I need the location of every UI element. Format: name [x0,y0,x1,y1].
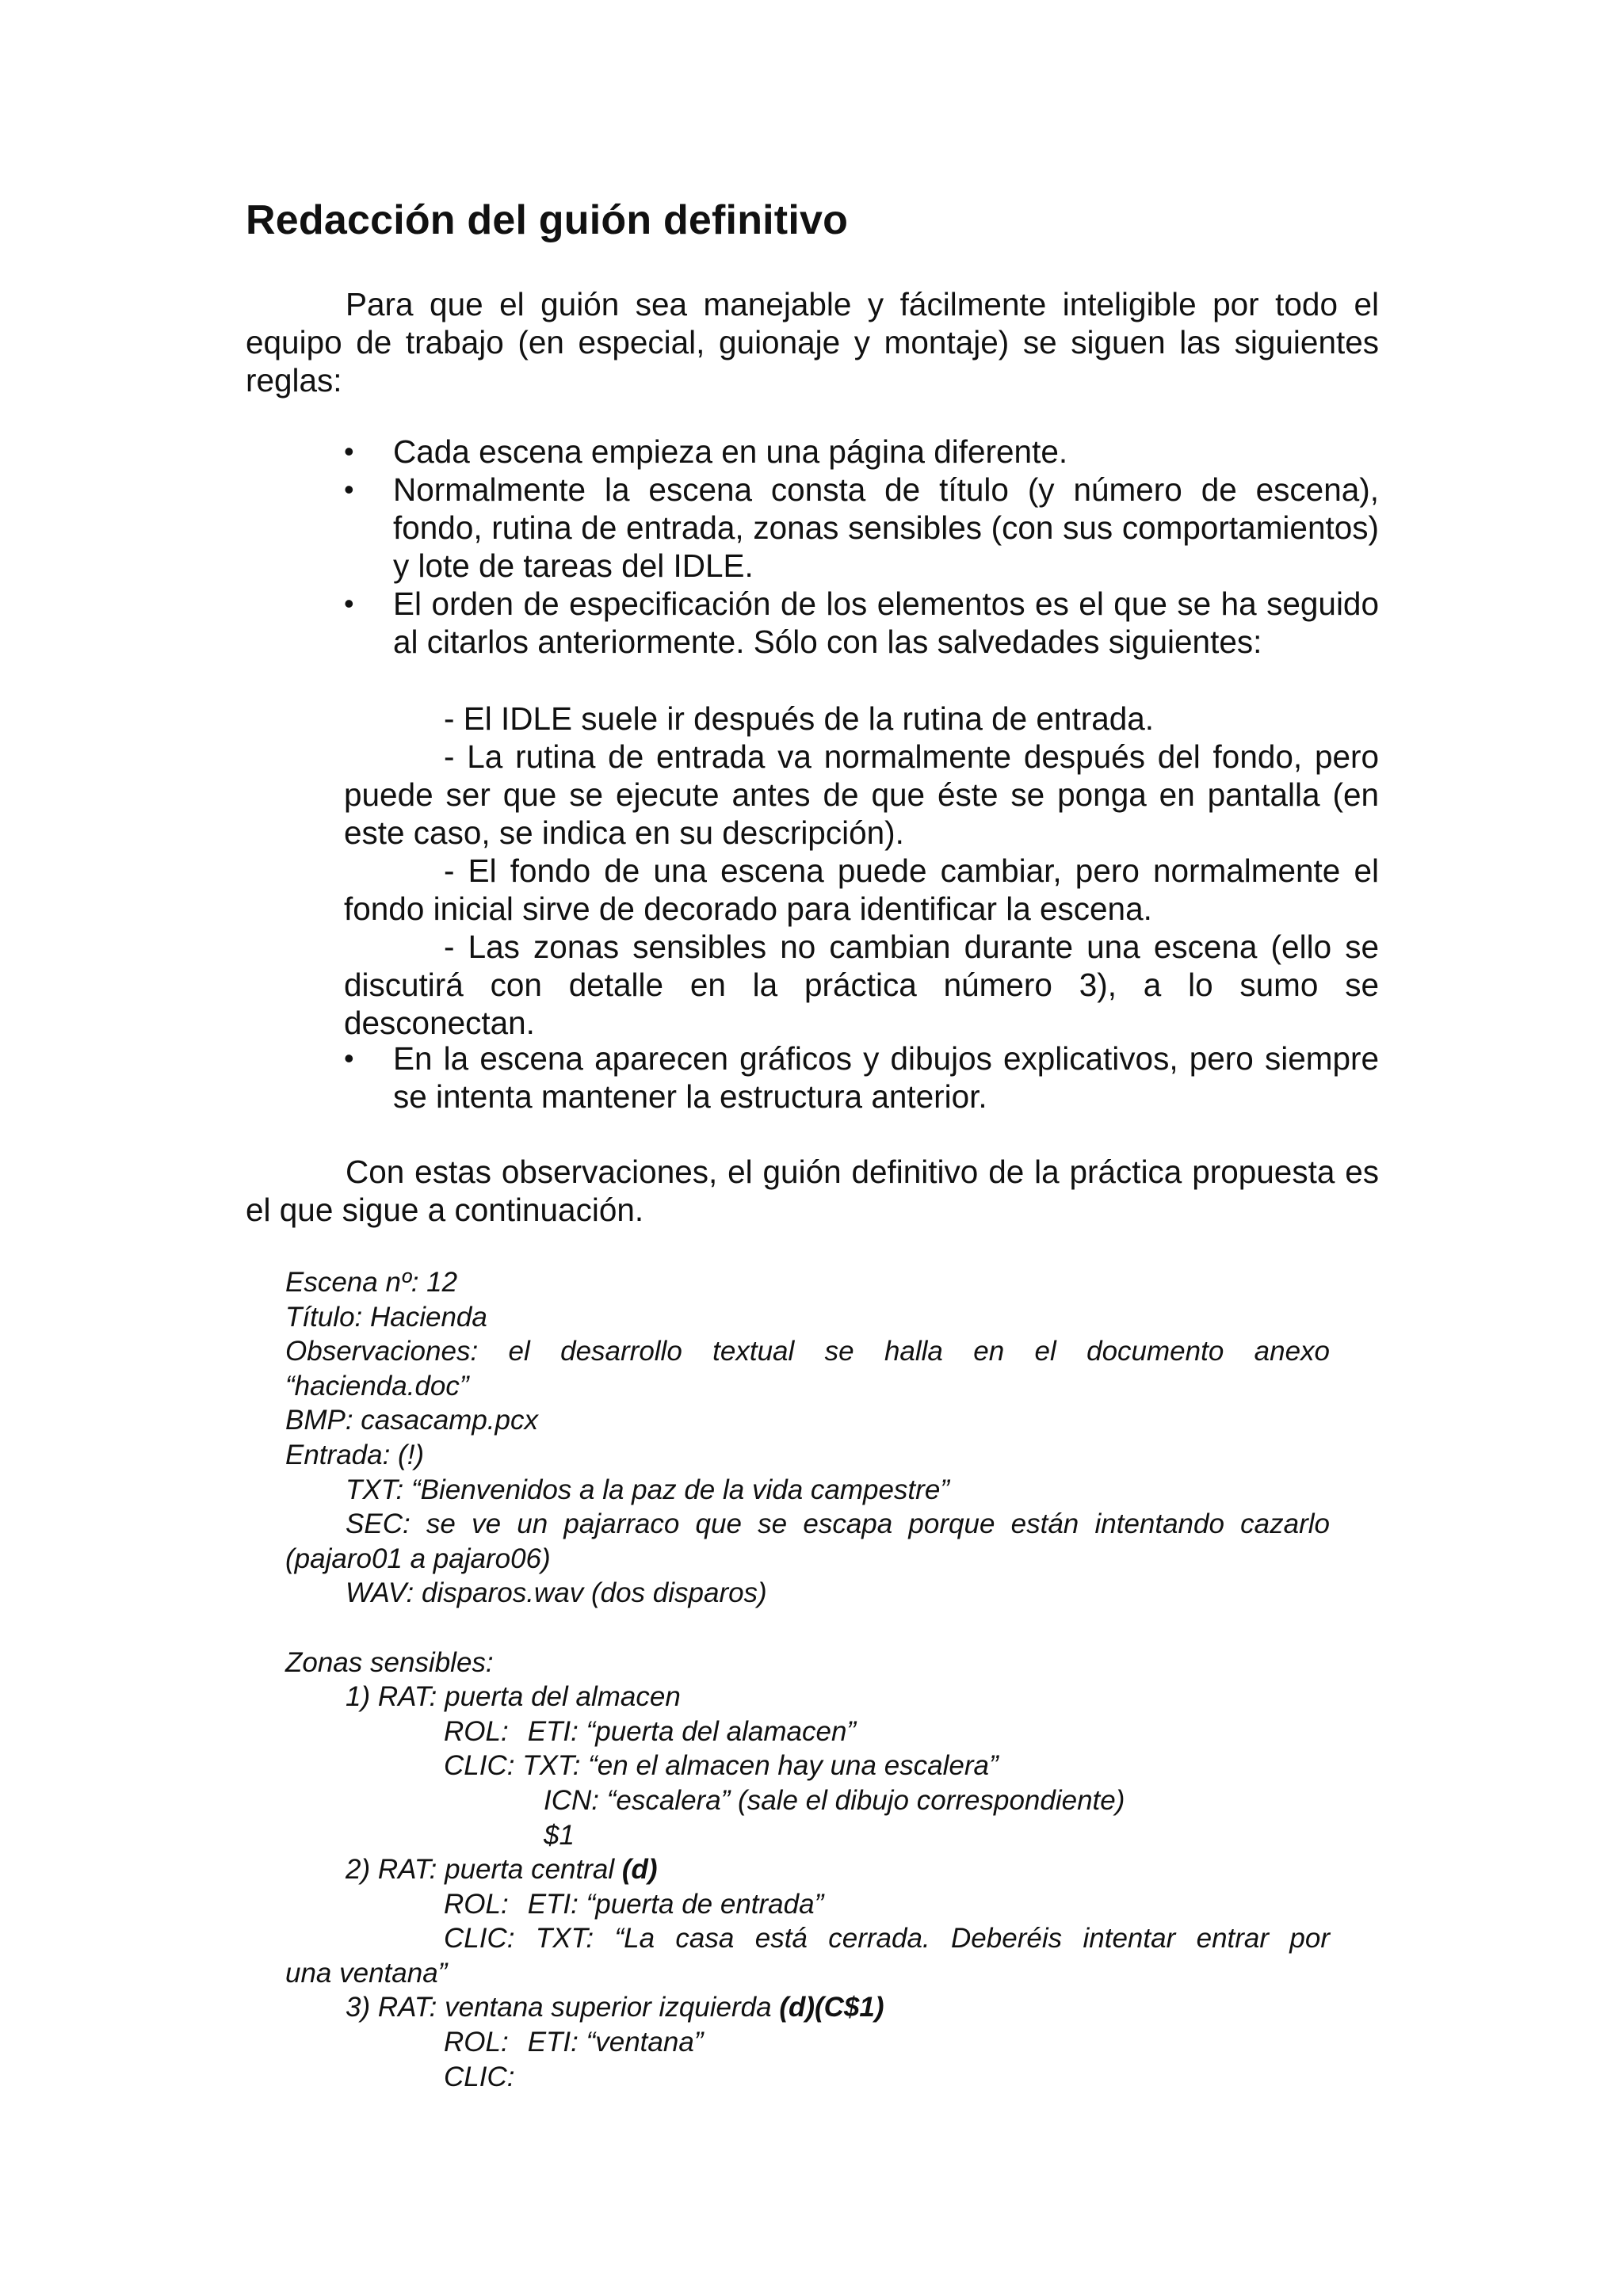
rule-text: Normalmente la escena consta de título (y número de escena), fondo, rutina de entrada, zonas sensibles (con sus comportamientos) y lote de tareas del IDLE. [393,471,1379,584]
exception-item: - El fondo de una escena puede cambiar, pero normalmente el fondo inicial sirve de decorado para identificar la escena. [344,852,1379,927]
script-wav: WAV: disparos.wav (dos disparos) [346,1577,767,1609]
zone-3-rol-value: ETI: “ventana” [527,2027,704,2058]
zone-2-rol-value: ETI: “puerta de entrada” [527,1888,824,1920]
zone-3-flag: (d)(C$1) [779,1992,884,2023]
rule-text: Cada escena empieza en una página diferente. [393,433,1068,470]
spacer [285,1611,1330,1646]
list-item [246,471,1379,585]
list-item [246,433,1379,471]
script-observaciones-cont: “hacienda.doc” [285,1370,469,1402]
exception-item: - La rutina de entrada va normalmente después del fondo, pero puede ser que se ejecute antes de que éste se ponga en pantalla (en este caso, se indica en su descripción). [344,738,1379,851]
zone-3-rat [285,1990,1330,2025]
zone-1-rol-label: ROL: [444,1715,509,1747]
script-txt: TXT: “Bienvenidos a la paz de la vida campestre” [346,1474,949,1505]
zone-2-rol [285,1887,1330,1922]
zone-1-rol [285,1714,1330,1749]
zone-2-rat [285,1852,1330,1887]
zone-1-rol-value: ETI: “puerta del alamacen” [527,1715,857,1747]
exceptions-block [344,700,1379,1042]
zone-3-rol-label: ROL: [444,2027,509,2058]
rule-text: En la escena aparecen gráficos y dibujos explicativos, pero siempre se intenta mantener la estructura anterior. [393,1040,1379,1115]
rules-list [246,433,1379,661]
zone-3-rat-text: 3) RAT: ventana superior izquierda [346,1992,780,2023]
zone-2-rol-label: ROL: [444,1888,509,1920]
list-item [246,1039,1379,1116]
list-item [246,585,1379,661]
exception-item: - Las zonas sensibles no cambian durante una escena (ello se discutirá con detalle en la práctica número 3), a lo sumo se desconectan. [344,929,1379,1041]
zone-1-clic: CLIC: TXT: “en el almacen hay una escalera” [444,1750,999,1782]
zone-2-flag: (d) [621,1854,658,1886]
script-observaciones: Observaciones: el desarrollo textual se halla en el documento anexo [285,1336,1330,1367]
closing-paragraph: Con estas observaciones, el guión definitivo de la práctica propuesta es el que sigue a continuación. [246,1154,1379,1228]
zone-3-clic: CLIC: [444,2061,515,2092]
script-escena: Escena nº: 12 [285,1267,458,1298]
bullet-icon: • [344,1042,354,1074]
zone-1-var: $1 [544,1819,575,1851]
bullet-icon: • [344,435,354,467]
bullet-icon: • [344,473,354,505]
zone-1-icn: ICN: “escalera” (sale el dibujo correspondiente) [544,1784,1125,1816]
page-title: Redacción del guión definitivo [246,197,849,243]
exception-item: - El IDLE suele ir después de la rutina de entrada. [444,700,1155,737]
zone-2-clic: CLIC: TXT: “La casa está cerrada. Deberéis intentar entrar por [444,1923,1330,1955]
zone-2-clic-cont: una ventana” [285,1957,448,1989]
script-bmp: BMP: casacamp.pcx [285,1405,538,1436]
bullet-icon: • [344,587,354,620]
script-sec: SEC: se ve un pajarraco que se escapa porque están intentando cazarlo [346,1508,1330,1540]
zone-1-rat: 1) RAT: puerta del almacen [346,1681,681,1713]
intro-paragraph: Para que el guión sea manejable y fácilmente inteligible por todo el equipo de trabajo (en especial, guionaje y montaje) se siguen las siguientes reglas: [246,286,1379,399]
script-block [285,1265,1330,2094]
rules-list-extra [246,1039,1379,1116]
rule-text: El orden de especificación de los elementos es el que se ha seguido al citarlos anteriormente. Sólo con las salvedades siguientes: [393,585,1379,660]
script-entrada: Entrada: (!) [285,1439,425,1470]
script-titulo: Título: Hacienda [285,1301,487,1333]
zone-2-rat-text: 2) RAT: puerta central [346,1854,622,1886]
script-zonas: Zonas sensibles: [285,1646,494,1678]
script-sec-cont: (pajaro01 a pajaro06) [285,1543,551,1574]
zone-3-rol [285,2025,1330,2060]
